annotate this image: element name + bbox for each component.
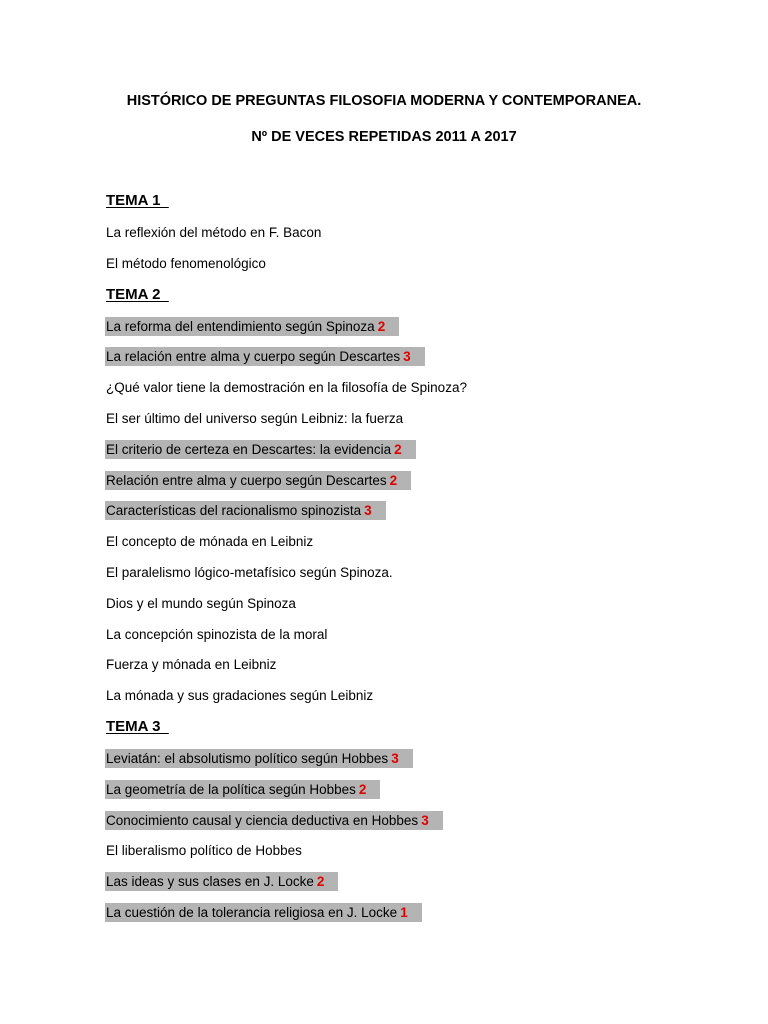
question-text: La cuestión de la tolerancia religiosa en J. Locke [106,904,398,920]
tema-heading: TEMA 3 [106,717,169,735]
question-item [105,563,395,582]
question-row [106,317,706,348]
question-item [105,841,304,860]
repeat-count: 2 [358,781,367,797]
question-text: El ser último del universo según Leibniz: la fuerza [106,410,404,426]
question-text: Dios y el mundo según Spinoza [106,595,296,611]
question-text: La geometría de la política según Hobbes [106,781,356,797]
question-row [106,378,706,409]
tema-heading: TEMA 2 [106,285,169,303]
question-row [106,594,706,625]
document-title: HISTÓRICO DE PREGUNTAS FILOSOFIA MODERNA Y CONTEMPORANEA. [126,93,642,109]
document-subtitle: Nº DE VECES REPETIDAS 2011 A 2017 [251,129,517,145]
question-row [106,749,706,780]
question-text: El liberalismo político de Hobbes [106,843,302,859]
question-item [105,317,399,336]
question-text: La reflexión del método en F. Bacon [106,225,322,240]
question-text: ¿Qué valor tiene la demostración en la filosofía de Spinoza? [106,380,467,396]
tema-section [106,191,706,285]
question-text: La reforma del entendimiento según Spinoza [106,318,375,334]
tema-section [106,717,706,934]
question-row [106,686,706,717]
question-text: Relación entre alma y cuerpo según Descartes [106,472,387,488]
question-text: Las ideas y sus clases en J. Locke [106,874,314,890]
repeat-count: 2 [316,874,325,890]
question-item [105,409,405,428]
question-item [105,655,278,674]
question-item [105,625,329,644]
question-text: Leviatán: el absolutismo político según Hobbes [106,750,389,766]
repeat-count: 1 [400,904,408,920]
question-item [105,501,386,520]
question-text: El paralelismo lógico-metafísico según Spinoza. [106,564,393,580]
tema-section [106,285,706,717]
question-text: Características del racionalismo spinozista [106,503,362,519]
question-item [105,594,298,613]
question-item [105,811,443,830]
question-item [105,903,422,922]
question-item [105,872,338,891]
repeat-count: 3 [403,349,411,365]
tema-heading: TEMA 1 [106,192,169,209]
question-row [106,501,706,532]
question-list [106,191,706,934]
question-row [106,347,706,378]
repeat-count: 3 [421,812,429,828]
repeat-count: 2 [394,441,402,457]
question-row [106,440,706,471]
question-row [106,563,706,594]
question-item [105,780,380,799]
repeat-count: 2 [377,318,386,334]
question-item [105,532,315,551]
question-row [106,471,706,502]
repeat-count: 3 [391,750,399,766]
question-text: La relación entre alma y cuerpo según Descartes [106,349,401,365]
question-item [105,223,323,242]
question-item [105,440,416,459]
question-text: Fuerza y mónada en Leibniz [106,657,277,673]
question-row [106,841,706,872]
question-text: Conocimiento causal y ciencia deductiva en Hobbes [106,812,419,828]
repeat-count: 2 [389,472,398,488]
question-text: El concepto de mónada en Leibniz [106,534,314,550]
question-item [105,378,469,397]
question-item [105,254,268,273]
repeat-count: 3 [364,503,372,519]
question-row [106,223,706,254]
question-row [106,532,706,563]
question-item [105,347,425,366]
question-row [106,780,706,811]
question-text: La concepción spinozista de la moral [106,626,328,642]
question-text: El criterio de certeza en Descartes: la evidencia [106,441,392,457]
question-text: La mónada y sus gradaciones según Leibniz [106,688,374,704]
question-item [105,471,411,490]
question-row [106,655,706,686]
question-row [106,409,706,440]
question-row [106,903,706,934]
question-row [106,625,706,656]
question-text: El método fenomenológico [106,255,266,271]
question-item [105,686,375,705]
question-item [105,749,413,768]
question-row [106,811,706,842]
question-row [106,254,706,285]
question-row [106,872,706,903]
